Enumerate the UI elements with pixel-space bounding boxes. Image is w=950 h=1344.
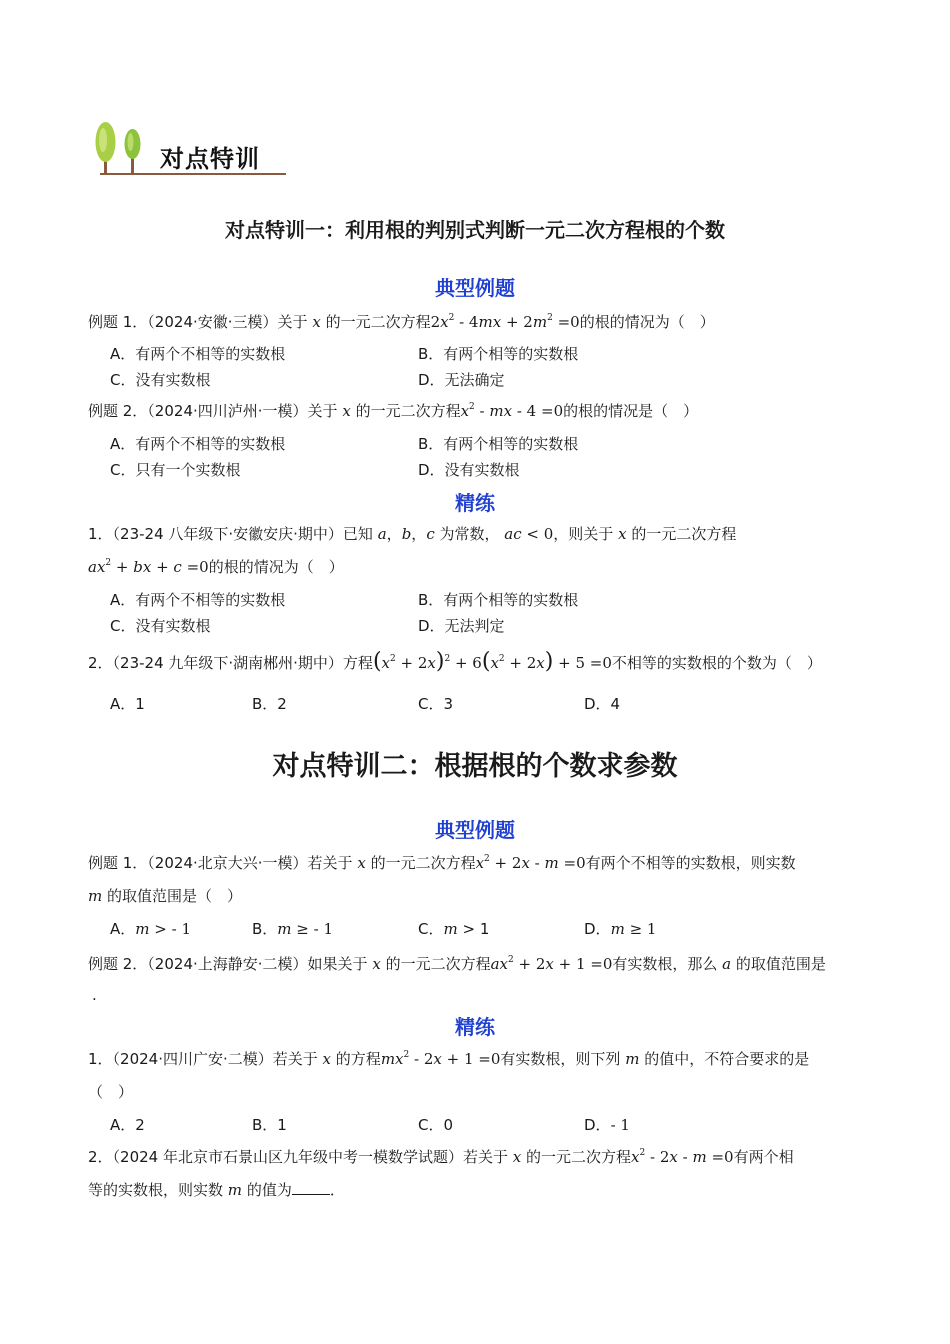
- s1-practice2-question: 2．（23-24 九年级下·湖南郴州·期中）方程$(x^2 + 2x)^2 + 6(x^2 + 2x) + 5 =0$不相等的实数根的个数为（ ）: [88, 649, 822, 674]
- s2-ex1-option-a[interactable]: A．m > - 1: [110, 920, 191, 938]
- s1-ex2-option-d[interactable]: D．没有实数根: [418, 461, 520, 479]
- s2-example2-question: 例题 2．（2024·上海静安·二模）如果关于 x 的一元二次方程$ax^2 + 2x + 1 =0$有实数根，那么 a 的取值范围是: [88, 955, 826, 973]
- s1-p2-option-d[interactable]: D．4: [584, 695, 621, 713]
- section1-title: 对点特训一：利用根的判别式判断一元二次方程根的个数: [225, 218, 725, 242]
- s1-ex1-option-d[interactable]: D．无法确定: [418, 371, 505, 389]
- s2-p1-option-c[interactable]: C．0: [418, 1116, 454, 1134]
- s2-p1-option-a[interactable]: A．2: [110, 1116, 145, 1134]
- section2-title: 对点特训二：根据根的个数求参数: [272, 751, 678, 782]
- s1-p2-option-b[interactable]: B．2: [252, 695, 287, 713]
- s1-p1-option-d[interactable]: D．无法判定: [418, 617, 505, 635]
- s1-example1-question: 例题 1．（2024·安徽·三模）关于 x 的一元二次方程$2x^2 - 4mx + 2m^2 =0$的根的情况为（ ）: [88, 313, 715, 331]
- s2-example2-question-line2: .: [92, 986, 97, 1004]
- s2-practice1-question: 1．（2024·四川广安·二模）若关于 x 的方程$mx^2 - 2x + 1 =0$有实数根，则下列 m 的值中，不符合要求的是: [88, 1050, 810, 1068]
- logo-underline: [100, 173, 286, 175]
- s1-ex2-option-a[interactable]: A．有两个不相等的实数根: [110, 435, 286, 453]
- s1-p2-option-c[interactable]: C．3: [418, 695, 454, 713]
- s2-p1-option-b[interactable]: B．1: [252, 1116, 287, 1134]
- section1-examples-heading: 典型例题: [435, 276, 515, 300]
- s1-ex2-option-b[interactable]: B．有两个相等的实数根: [418, 435, 579, 453]
- s2-ex1-option-c[interactable]: C．m > 1: [418, 920, 490, 938]
- s1-p1-option-b[interactable]: B．有两个相等的实数根: [418, 591, 579, 609]
- s1-p1-option-c[interactable]: C．没有实数根: [110, 617, 211, 635]
- s2-example1-question: 例题 1．（2024·北京大兴·一模）若关于 x 的一元二次方程$x^2 + 2x - m =0$有两个不相等的实数根，则实数: [88, 854, 796, 872]
- section2-examples-heading: 典型例题: [435, 818, 515, 842]
- s1-practice1-question-line2: $ax^2$ + bx + c =0的根的情况为（ ）: [88, 558, 344, 576]
- s1-ex2-option-c[interactable]: C．只有一个实数根: [110, 461, 241, 479]
- s2-ex1-option-b[interactable]: B．m ≥ - 1: [252, 920, 334, 938]
- s2-p1-option-d[interactable]: D．- 1: [584, 1116, 630, 1134]
- s1-practice1-question: 1．（23-24 八年级下·安徽安庆·期中）已知 a，b，c 为常数， ac < 0，则关于 x 的一元二次方程: [88, 525, 737, 543]
- section2-practice-heading: 精练: [455, 1015, 495, 1039]
- s1-example2-question: 例题 2．（2024·四川泸州·一模）关于 x 的一元二次方程$x^2$ - mx - 4 =0的根的情况是（ ）: [88, 402, 699, 420]
- s2-ex1-option-d[interactable]: D．m ≥ 1: [584, 920, 657, 938]
- logo-title: 对点特训: [160, 145, 260, 173]
- s1-ex1-option-b[interactable]: B．有两个相等的实数根: [418, 345, 579, 363]
- s2-example1-question-line2: m 的取值范围是（ ）: [88, 887, 243, 905]
- s1-ex1-option-a[interactable]: A．有两个不相等的实数根: [110, 345, 286, 363]
- s1-ex1-option-c[interactable]: C．没有实数根: [110, 371, 211, 389]
- s2-practice1-question-line2: （ ）: [88, 1083, 134, 1101]
- s2-practice2-question-line2: 等的实数根，则实数 m 的值为 ．: [88, 1181, 345, 1199]
- s1-p2-option-a[interactable]: A．1: [110, 695, 145, 713]
- answer-blank[interactable]: [292, 1180, 330, 1195]
- s2-practice2-question: 2．（2024 年北京市石景山区九年级中考一模数学试题）若关于 x 的一元二次方程$x^2 - 2x - m =0$有两个相: [88, 1148, 794, 1166]
- s1-p1-option-a[interactable]: A．有两个不相等的实数根: [110, 591, 286, 609]
- section1-practice-heading: 精练: [455, 491, 495, 515]
